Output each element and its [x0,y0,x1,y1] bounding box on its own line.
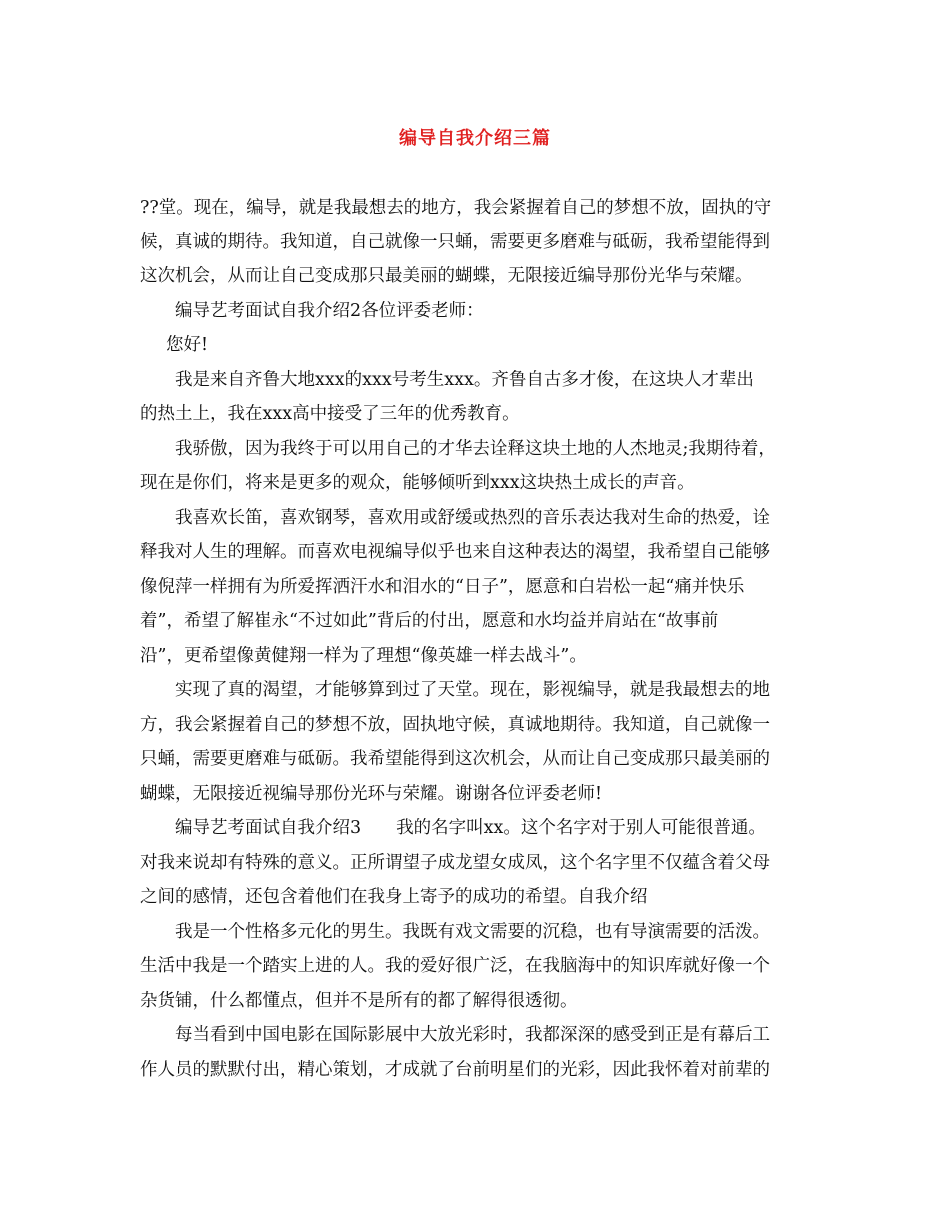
paragraph-line: 实现了真的渴望，才能够算到过了天堂。现在，影视编导，就是我最想去的地 [175,680,770,700]
paragraph-line: 候，真诚的期待。我知道，自己就像一只蛹，需要更多磨难与砥砺，我希望能得到 [140,232,770,252]
paragraph-line: 只蛹，需要更磨难与砥砺。我希望能得到这次机会，从而让自己变成那只最美丽的 [140,749,770,769]
document-title: 编导自我介绍三篇 [399,128,551,149]
paragraph-line: 着”，希望了解崔永“不过如此”背后的付出，愿意和水均益并肩站在“故事前 [140,611,719,631]
paragraph-line: 现在是你们，将来是更多的观众，能够倾听到xxx这块热土成长的声音。 [140,473,695,493]
paragraph-line: 方，我会紧握着自己的梦想不放，固执地守候，真诚地期待。我知道，自己就像一 [140,715,770,735]
paragraph-line: 每当看到中国电影在国际影展中大放光彩时，我都深深的感受到正是有幕后工 [175,1025,770,1045]
paragraph-line: 释我对人生的理解。而喜欢电视编导似乎也来自这种表达的渴望，我希望自己能够 [140,542,770,562]
paragraph-line: 杂货铺，什么都懂点，但并不是所有的都了解得很透彻。 [140,991,578,1011]
paragraph-line: 这次机会，从而让自己变成那只最美丽的蝴蝶，无限接近编导那份光华与荣耀。 [140,266,753,286]
paragraph-line: 我骄傲，因为我终于可以用自己的才华去诠释这块土地的人杰地灵;我期待着， [175,439,776,459]
paragraph-line: 对我来说却有特殊的意义。正所谓望子成龙望女成凤，这个名字里不仅蕴含着父母 [140,853,770,873]
paragraph-line: 作人员的默默付出，精心策划，才成就了台前明星们的光彩，因此我怀着对前辈的 [140,1060,770,1080]
paragraph-line: 编导艺考面试自我介绍2各位评委老师： [175,301,484,321]
paragraph-line: 的热土上，我在xxx高中接受了三年的优秀教育。 [140,404,520,424]
paragraph-line: 生活中我是一个踏实上进的人。我的爱好很广泛，在我脑海中的知识库就好像一个 [140,956,770,976]
paragraph-line: 蝴蝶，无限接近视编导那份光环与荣耀。谢谢各位评委老师! [140,784,603,804]
paragraph-line: 像倪萍一样拥有为所爱挥洒汗水和泪水的“日子”，愿意和白岩松一起“痛并快乐 [140,577,745,597]
paragraph-line: ??堂。现在，编导，就是我最想去的地方，我会紧握着自己的梦想不放，固执的守 [140,198,772,218]
paragraph-line: 我是来自齐鲁大地xxx的xxx号考生xxx。齐鲁自古多才俊，在这块人才辈出 [175,370,754,390]
paragraph-line: 我喜欢长笛，喜欢钢琴，喜欢用或舒缓或热烈的音乐表达我对生命的热爱，诠 [175,508,770,528]
paragraph-line: 编导艺考面试自我介绍3 我的名字叫xx。这个名字对于别人可能很普通。 [175,818,766,838]
paragraph-line: 沿”，更希望像黄健翔一样为了理想“像英雄一样去战斗”。 [140,646,587,666]
paragraph-line: 您好! [166,335,209,355]
paragraph-line: 之间的感情，还包含着他们在我身上寄予的成功的希望。自我介绍 [140,887,648,907]
paragraph-line: 我是一个性格多元化的男生。我既有戏文需要的沉稳，也有导演需要的活泼。 [175,922,770,942]
